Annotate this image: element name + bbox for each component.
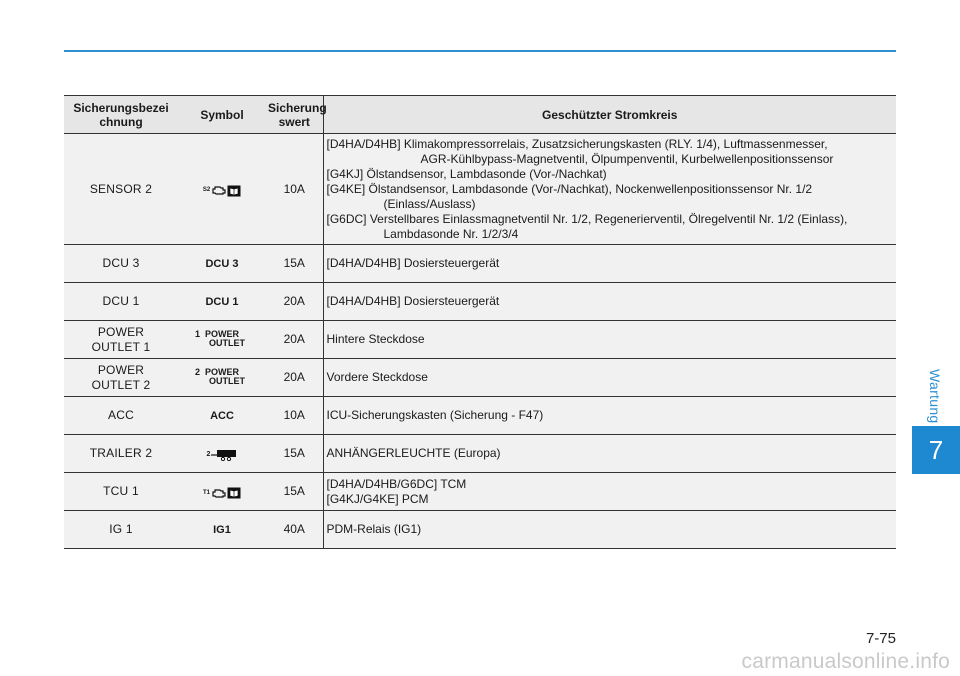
circuit-line: [G4KJ/G4KE] PCM <box>326 491 429 506</box>
symbol-line-1: POWER <box>205 328 240 339</box>
table-row <box>64 245 896 283</box>
fuse-symbol-label: DCU 3 <box>205 257 239 270</box>
symbol-line-2: OUTLET <box>209 375 245 386</box>
fuse-symbol-label: IG1 <box>213 523 231 536</box>
power-outlet-symbol <box>195 368 249 386</box>
header-symbol: Symbol <box>178 96 266 134</box>
section-label: Wartung <box>927 368 943 424</box>
circuit-line: [D4HA/D4HB] Klimakompressorrelais, Zusatzsicherungskasten (RLY. 1/4), Luftmassenmesser, <box>326 136 828 151</box>
circuit-line: Lambdasonde Nr. 1/2/3/4 <box>383 226 519 241</box>
protected-circuit <box>323 321 896 359</box>
table-row <box>64 321 896 359</box>
fuse-rating: 15A <box>266 245 323 283</box>
fuse-symbol <box>178 473 266 511</box>
symbol-number: 2 <box>195 366 201 377</box>
fuse-rating: 20A <box>266 321 323 359</box>
watermark: carmanualsonline.info <box>741 650 950 673</box>
table-header-row <box>64 96 896 134</box>
engine-manual-symbol <box>203 486 241 501</box>
fuse-name-line: OUTLET 2 <box>91 377 151 392</box>
symbol-prefix: T1 <box>202 489 210 496</box>
fuse-symbol <box>178 435 266 473</box>
symbol-prefix: S2 <box>202 187 211 193</box>
fuse-name: TCU 1 <box>64 473 178 511</box>
fuse-name-line: OUTLET 1 <box>91 339 151 354</box>
circuit-line: [D4HA/D4HB/G6DC] TCM <box>326 476 467 491</box>
table-row <box>64 283 896 321</box>
circuit-line: AGR-Kühlbypass-Magnetventil, Ölpumpenventil, Kurbelwellenpositionssensor <box>420 151 834 166</box>
circuit-line: ICU-Sicherungskasten (Sicherung - F47) <box>326 408 544 422</box>
fuse-table-body <box>64 134 896 549</box>
symbol-line-2: OUTLET <box>209 337 245 348</box>
circuit-line: [G4KJ] Ölstandsensor, Lambdasonde (Vor-/Nachkat) <box>326 166 607 181</box>
fuse-name: ACC <box>64 397 178 435</box>
protected-circuit <box>323 435 896 473</box>
circuit-line: [D4HA/D4HB] Dosiersteuergerät <box>326 256 500 270</box>
fuse-symbol <box>178 511 266 549</box>
circuit-line: (Einlass/Auslass) <box>383 196 476 211</box>
page-number: 7-75 <box>865 630 896 647</box>
chapter-tab: 7 <box>912 426 960 474</box>
circuit-line: Vordere Steckdose <box>326 370 428 384</box>
protected-circuit <box>323 134 896 245</box>
fuse-name: DCU 1 <box>64 283 178 321</box>
circuit-line: Hintere Steckdose <box>326 332 425 346</box>
protected-circuit <box>323 283 896 321</box>
protected-circuit <box>323 511 896 549</box>
header-fuse-name: Sicherungsbezei chnung <box>64 96 178 134</box>
fuse-name: SENSOR 2 <box>64 134 178 245</box>
fuse-symbol <box>178 283 266 321</box>
fuse-symbol-label: DCU 1 <box>205 295 239 308</box>
table-row <box>64 435 896 473</box>
fuse-name: TRAILER 2 <box>64 435 178 473</box>
trailer-symbol <box>207 449 238 462</box>
engine-icon <box>212 488 226 499</box>
fuse-table <box>64 95 896 549</box>
fuse-symbol <box>178 321 266 359</box>
header-protected-circuit: Geschützter Stromkreis <box>323 96 896 134</box>
protected-circuit <box>323 473 896 511</box>
circuit-line: [D4HA/D4HB] Dosiersteuergerät <box>326 294 500 308</box>
fuse-name <box>64 359 178 397</box>
fuse-symbol <box>178 359 266 397</box>
fuse-symbol <box>178 245 266 283</box>
fuse-name: IG 1 <box>64 511 178 549</box>
circuit-line: [G6DC] Verstellbares Einlassmagnetventil Nr. 1/2, Regenerierventil, Ölregelventil Nr. 1/2 (Einlass), <box>326 211 848 226</box>
trailer-icon <box>211 449 237 461</box>
fuse-rating: 10A <box>266 134 323 245</box>
manual-book-icon <box>227 185 241 197</box>
fuse-symbol-label: ACC <box>210 409 234 422</box>
fuse-rating: 10A <box>266 397 323 435</box>
top-rule <box>64 50 896 52</box>
fuse-name-line: POWER <box>97 324 145 339</box>
table-row <box>64 511 896 549</box>
manual-book-icon <box>227 487 241 499</box>
symbol-number: 2 <box>206 451 211 458</box>
protected-circuit <box>323 359 896 397</box>
engine-manual-symbol <box>203 183 241 198</box>
engine-icon <box>212 185 226 196</box>
fuse-symbol <box>178 397 266 435</box>
fuse-name <box>64 321 178 359</box>
fuse-symbol <box>178 134 266 245</box>
circuit-line: PDM-Relais (IG1) <box>326 522 422 536</box>
fuse-rating: 40A <box>266 511 323 549</box>
fuse-rating: 20A <box>266 283 323 321</box>
circuit-line: ANHÄNGERLEUCHTE (Europa) <box>326 446 501 460</box>
fuse-rating: 20A <box>266 359 323 397</box>
symbol-line-1: POWER <box>205 366 240 377</box>
fuse-name-line: POWER <box>97 362 145 377</box>
protected-circuit <box>323 397 896 435</box>
table-row <box>64 359 896 397</box>
circuit-line: [G4KE] Ölstandsensor, Lambdasonde (Vor-/Nachkat), Nockenwellenpositionssensor Nr. 1/2 <box>326 181 813 196</box>
fuse-rating: 15A <box>266 435 323 473</box>
symbol-number: 1 <box>195 328 201 339</box>
protected-circuit <box>323 245 896 283</box>
header-rating: Sicherung swert <box>266 96 323 134</box>
fuse-rating: 15A <box>266 473 323 511</box>
power-outlet-symbol <box>195 330 249 348</box>
table-row <box>64 473 896 511</box>
table-row <box>64 397 896 435</box>
table-row <box>64 134 896 245</box>
fuse-name: DCU 3 <box>64 245 178 283</box>
